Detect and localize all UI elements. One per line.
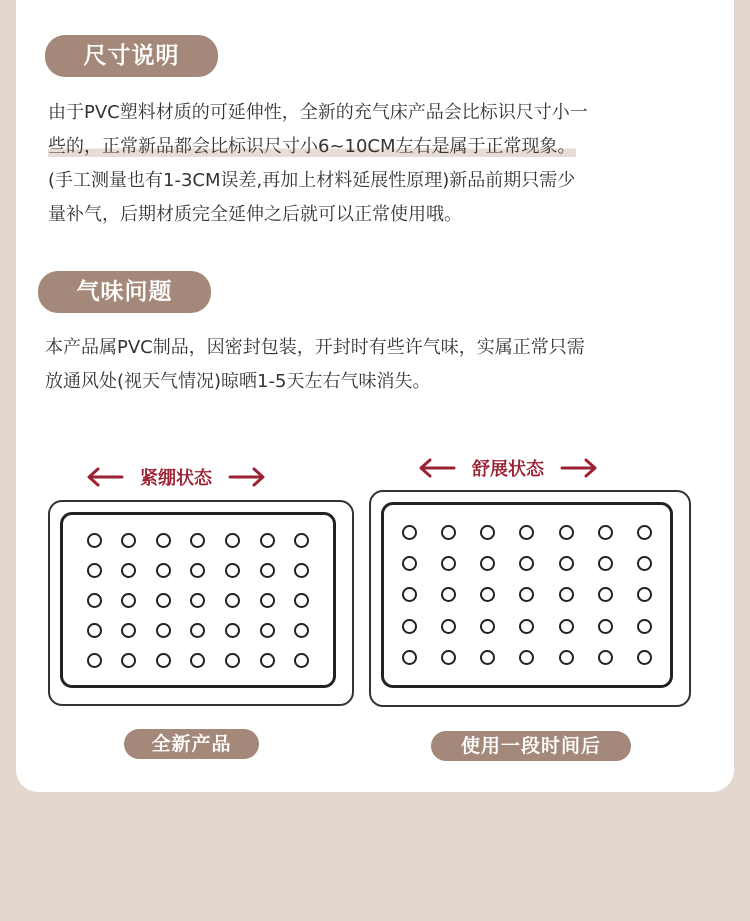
arrow-left-icon — [418, 458, 456, 478]
mattress-new — [48, 500, 354, 706]
air-hole-dot — [559, 556, 574, 571]
state-text: 紧绷状态 — [140, 468, 212, 489]
air-hole-dot — [598, 650, 613, 665]
air-hole-dot — [441, 650, 456, 665]
air-hole-dot — [637, 556, 652, 571]
text-line: 由于PVC塑料材质的可延伸性，全新的充气床产品会比标识尺寸小一 — [48, 102, 588, 123]
odor-description — [45, 331, 685, 399]
text-line: (手工测量也有1-3CM误差,再加上材料延展性原理)新品前期只需少 — [48, 170, 576, 191]
air-hole-dot — [402, 619, 417, 634]
air-hole-dot — [598, 587, 613, 602]
air-hole-dot — [121, 593, 136, 608]
air-hole-dot — [121, 623, 136, 638]
air-hole-dot — [225, 623, 240, 638]
air-hole-dot — [190, 653, 205, 668]
caption-after-use: 使用一段时间后 — [431, 731, 631, 761]
air-hole-dot — [519, 587, 534, 602]
air-hole-dot — [87, 533, 102, 548]
air-hole-dot — [225, 593, 240, 608]
air-hole-dot — [156, 653, 171, 668]
air-hole-dot — [87, 563, 102, 578]
air-hole-dot — [519, 525, 534, 540]
air-hole-dot — [190, 563, 205, 578]
air-hole-dot — [559, 650, 574, 665]
air-hole-dot — [225, 563, 240, 578]
air-hole-dot — [87, 653, 102, 668]
section-title-size: 尺寸说明 — [45, 35, 218, 77]
arrow-right-icon — [228, 467, 266, 487]
air-hole-dot — [441, 587, 456, 602]
air-hole-dot — [402, 556, 417, 571]
air-hole-dot — [402, 587, 417, 602]
air-hole-dot — [441, 525, 456, 540]
air-hole-dot — [260, 533, 275, 548]
air-hole-dot — [260, 563, 275, 578]
state-text: 舒展状态 — [472, 459, 544, 480]
air-hole-dot — [121, 563, 136, 578]
air-hole-dot — [598, 556, 613, 571]
air-hole-dot — [402, 525, 417, 540]
air-hole-dot — [637, 619, 652, 634]
text-line — [48, 130, 688, 164]
air-hole-dot — [225, 533, 240, 548]
air-hole-dot — [480, 556, 495, 571]
air-hole-dot — [402, 650, 417, 665]
mattress-inner-relaxed — [381, 502, 673, 688]
state-label-relaxed — [418, 455, 598, 481]
arrow-left-icon — [86, 467, 124, 487]
air-hole-dot — [294, 623, 309, 638]
air-hole-dot — [260, 653, 275, 668]
text-line: 放通风处(视天气情况)晾晒1-5天左右气味消失。 — [45, 371, 431, 392]
air-hole-dot — [519, 650, 534, 665]
air-hole-dot — [260, 623, 275, 638]
air-hole-dot — [637, 525, 652, 540]
air-hole-dot — [294, 653, 309, 668]
air-hole-dot — [637, 587, 652, 602]
air-hole-dot — [480, 525, 495, 540]
size-description — [48, 96, 688, 232]
air-hole-dot — [190, 623, 205, 638]
air-hole-dot — [480, 619, 495, 634]
air-hole-dot — [519, 619, 534, 634]
air-hole-dot — [156, 563, 171, 578]
air-hole-dot — [190, 533, 205, 548]
highlighted-line: 些的，正常新品都会比标识尺寸小6~10CM左右是属于正常现象。 — [48, 136, 576, 157]
state-label-tight — [86, 464, 266, 490]
air-hole-dot — [294, 593, 309, 608]
air-hole-dot — [156, 593, 171, 608]
text-line: 量补气，后期材质完全延伸之后就可以正常使用哦。 — [48, 204, 462, 225]
mattress-used — [369, 490, 691, 707]
air-hole-dot — [225, 653, 240, 668]
air-hole-dot — [598, 525, 613, 540]
arrow-right-icon — [560, 458, 598, 478]
air-hole-dot — [480, 650, 495, 665]
air-hole-dot — [519, 556, 534, 571]
air-hole-dot — [190, 593, 205, 608]
air-hole-dot — [121, 653, 136, 668]
section-title-odor: 气味问题 — [38, 271, 211, 313]
air-hole-dot — [294, 563, 309, 578]
caption-new-product: 全新产品 — [124, 729, 259, 759]
air-hole-dot — [87, 593, 102, 608]
mattress-inner-tight — [60, 512, 336, 688]
air-hole-dot — [559, 587, 574, 602]
text-line: 本产品属PVC制品，因密封包装，开封时有些许气味，实属正常只需 — [45, 337, 585, 358]
air-hole-dot — [559, 525, 574, 540]
air-hole-dot — [87, 623, 102, 638]
air-hole-dot — [260, 593, 275, 608]
air-hole-dot — [637, 650, 652, 665]
air-hole-dot — [559, 619, 574, 634]
air-hole-dot — [441, 619, 456, 634]
air-hole-dot — [598, 619, 613, 634]
air-hole-dot — [480, 587, 495, 602]
air-hole-dot — [294, 533, 309, 548]
air-hole-dot — [121, 533, 136, 548]
air-hole-dot — [156, 533, 171, 548]
air-hole-dot — [441, 556, 456, 571]
air-hole-dot — [156, 623, 171, 638]
